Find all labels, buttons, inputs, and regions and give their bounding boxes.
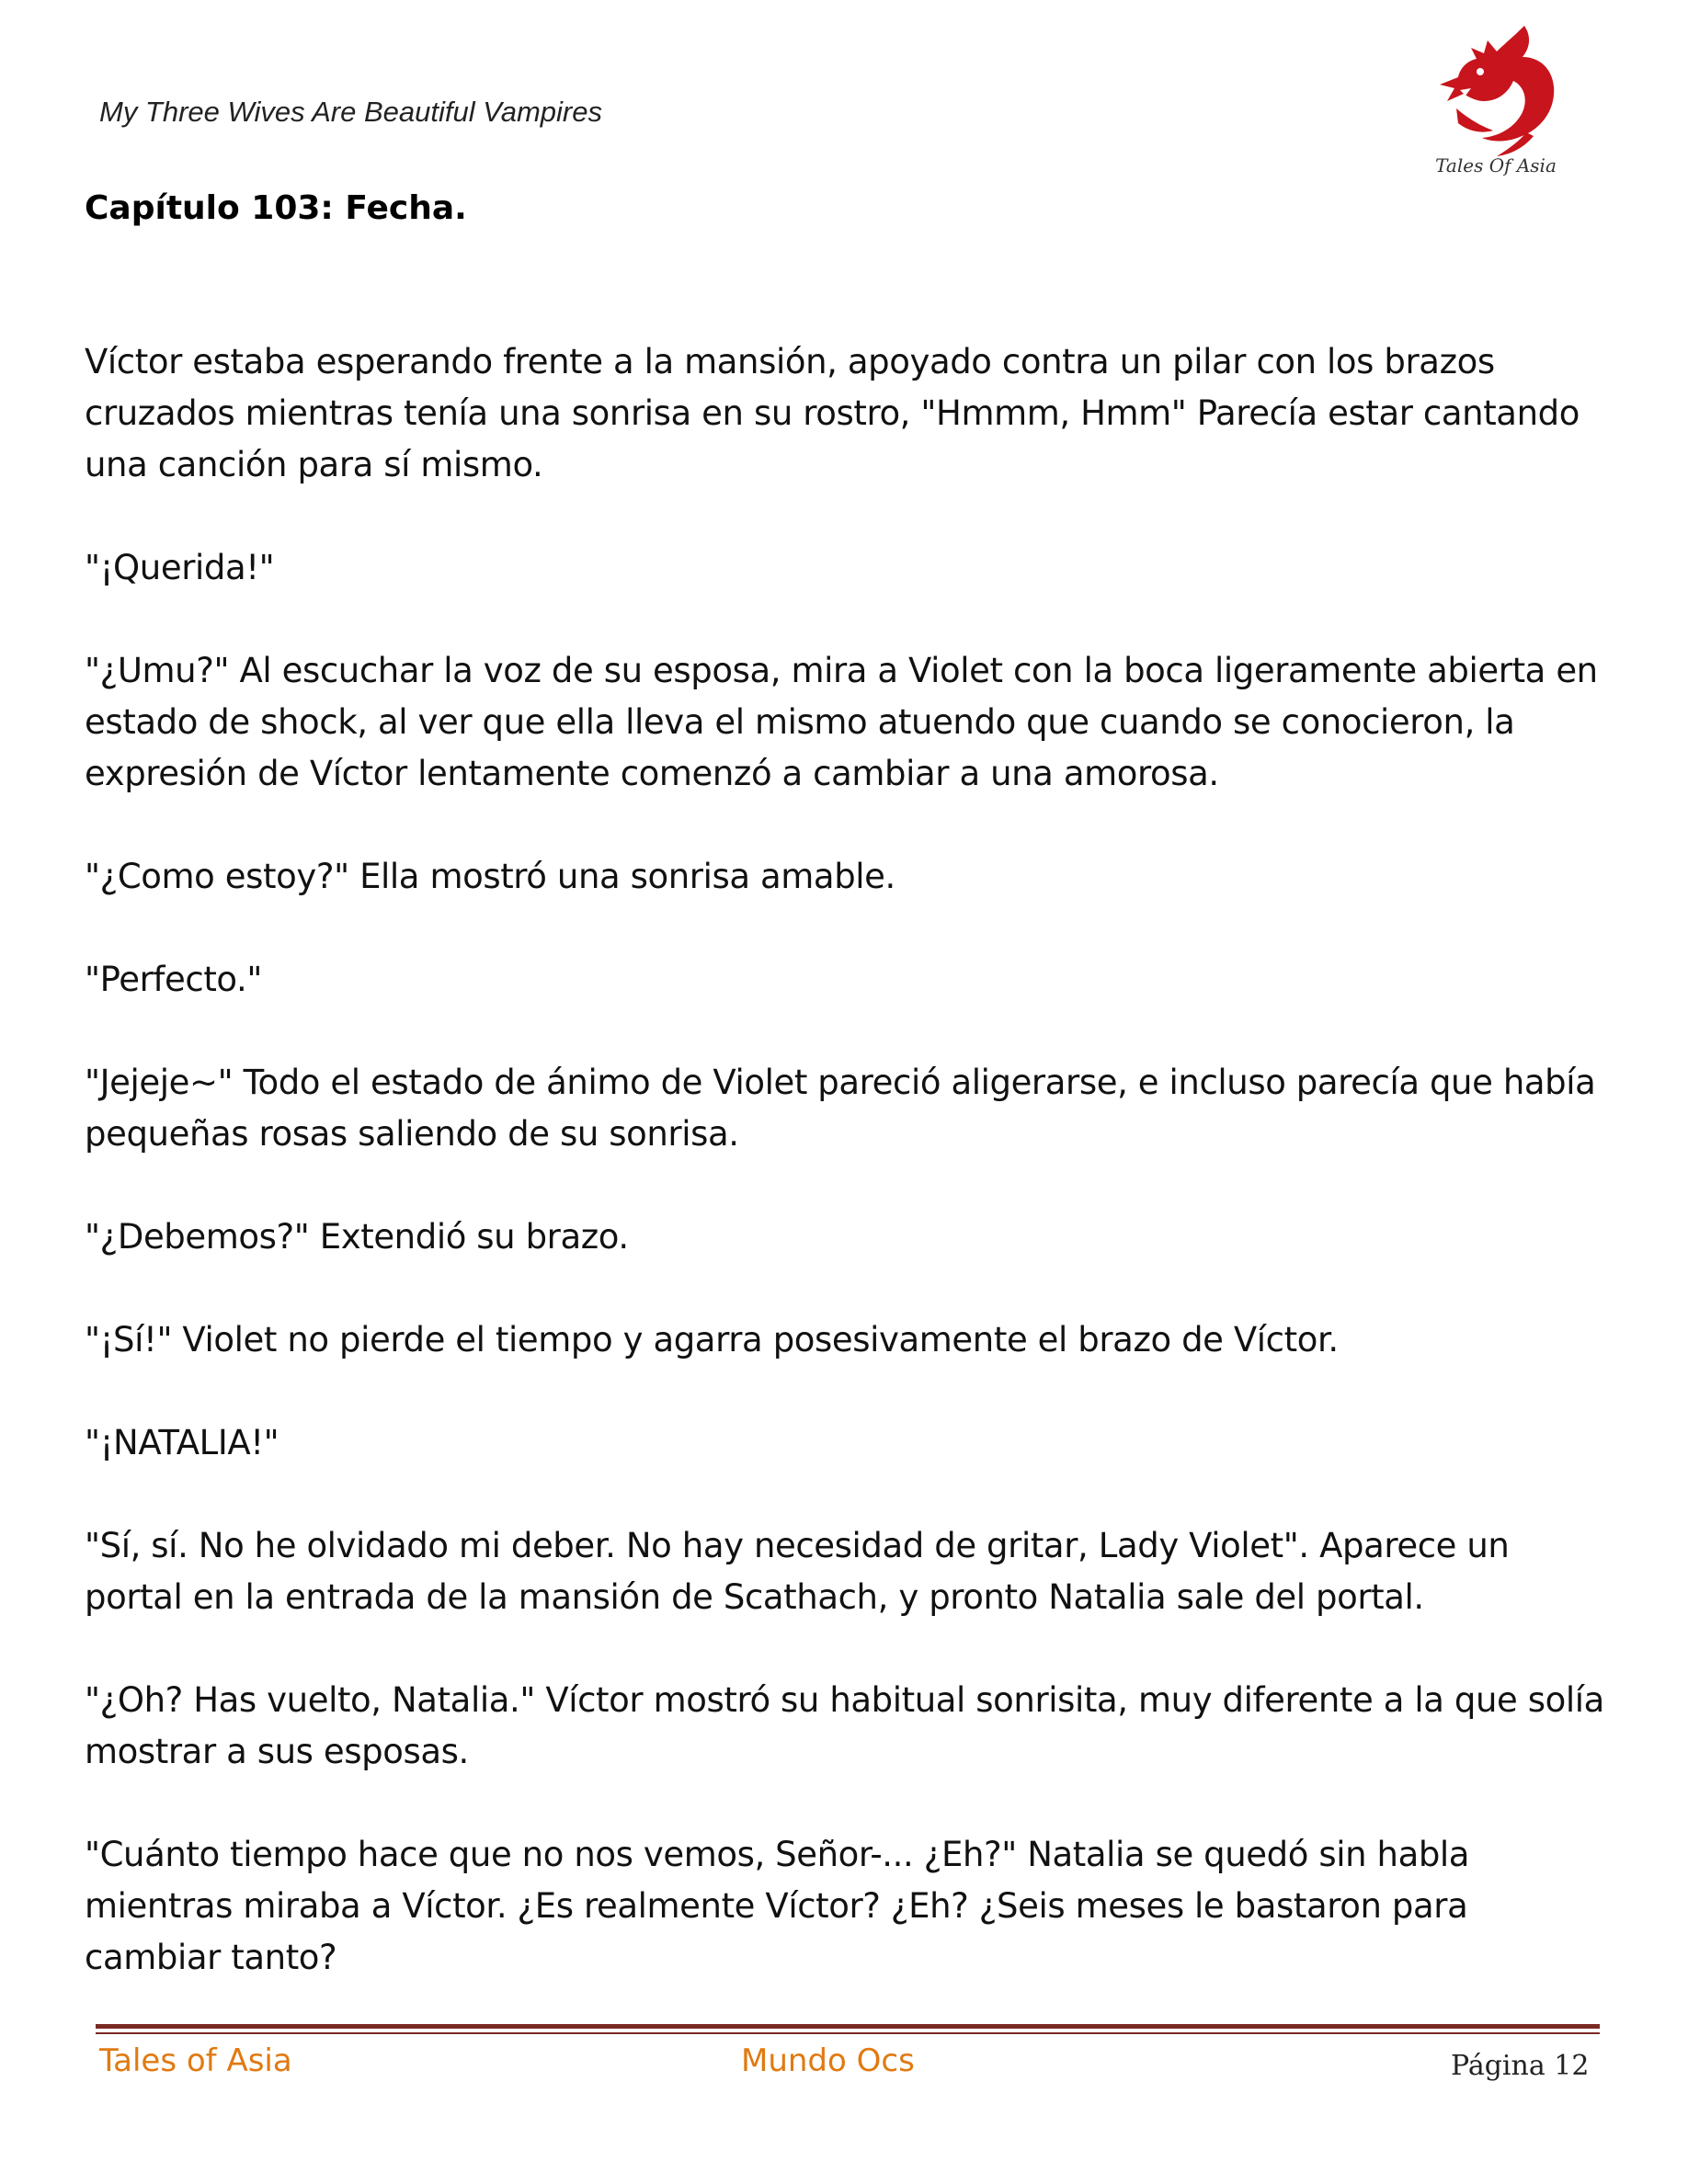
paragraph: "¿Debemos?" Extendió su brazo. bbox=[85, 1217, 629, 1257]
page-number: Página 12 bbox=[1451, 2050, 1590, 2082]
footer-section: Mundo Ocs bbox=[741, 2042, 915, 2079]
paragraph: "¿Oh? Has vuelto, Natalia." Víctor mostró su habitual sonrisita, muy diferente a la que solía mostrar a sus esposas. bbox=[85, 1680, 1604, 1771]
paragraph: "¡Sí!" Violet no pierde el tiempo y agarra posesivamente el brazo de Víctor. bbox=[85, 1320, 1339, 1359]
chapter-body bbox=[85, 336, 1611, 2035]
paragraph: "Jejeje~" Todo el estado de ánimo de Violet pareció aligerarse, e incluso parecía que había pequeñas rosas saliendo de su sonrisa. bbox=[85, 1063, 1596, 1154]
footer-publisher: Tales of Asia bbox=[99, 2042, 292, 2079]
paragraph: "¿Umu?" Al escuchar la voz de su esposa, mira a Violet con la boca ligeramente abierta en estado de shock, al ver que ella lleva el mismo atuendo que cuando se conocieron, la expresión de Víctor lentamente comenzó a cambiar a una amorosa. bbox=[85, 651, 1598, 793]
footer-divider-thin bbox=[96, 2032, 1600, 2034]
paragraph: Víctor estaba esperando frente a la mansión, apoyado contra un pilar con los brazos cruzados mientras tenía una sonrisa en su rostro, "Hmmm, Hmm" Parecía estar cantando una canción para sí mismo. bbox=[85, 342, 1580, 484]
paragraph: "¡NATALIA!" bbox=[85, 1423, 279, 1462]
paragraph: "¡Querida!" bbox=[85, 548, 275, 587]
paragraph: "Cuánto tiempo hace que no nos vemos, Señor-... ¿Eh?" Natalia se quedó sin habla mientras miraba a Víctor. ¿Es realmente Víctor? ¿Eh? ¿Seis meses le bastaron para cambiar tanto? bbox=[85, 1835, 1470, 1977]
paragraph: "Sí, sí. No he olvidado mi deber. No hay necesidad de gritar, Lady Violet". Aparece un portal en la entrada de la mansión de Scathach, y pronto Natalia sale del portal. bbox=[85, 1526, 1510, 1617]
footer-divider bbox=[96, 2024, 1600, 2029]
book-title: My Three Wives Are Beautiful Vampires bbox=[99, 96, 602, 128]
paragraph: "Perfecto." bbox=[85, 960, 262, 999]
chapter-title: Capítulo 103: Fecha. bbox=[85, 189, 467, 227]
paragraph: "¿Como estoy?" Ella mostró una sonrisa amable. bbox=[85, 857, 895, 896]
logo-caption: Tales Of Asia bbox=[1435, 154, 1557, 176]
